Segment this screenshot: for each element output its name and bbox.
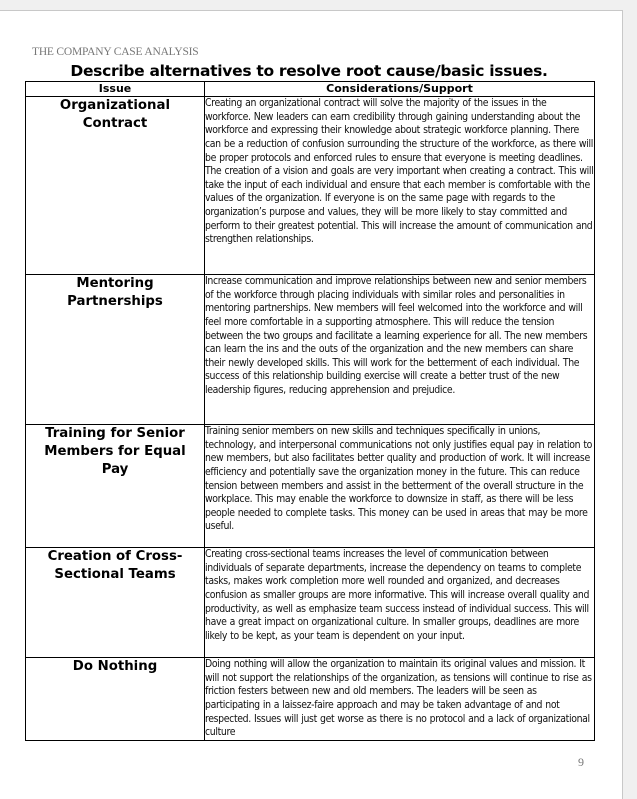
issue-label: Do Nothing <box>72 659 158 674</box>
table-row <box>26 658 595 741</box>
considerations-cell[interactable]: Training senior members on new skills and techniques specifically in unions, technology, and interpersonal communications not only justifies equal pay in relation to new members, but also facilitates better quality and production of work. It will increase efficiency and potentially save the organization money in the future. This can reduce tension between members and assist in the betterment of the overall structure in the workplace. This may enable the workforce to downsize in staff, as there will be less people needed to complete tasks. This money can be used in areas that may be more useful. <box>205 425 595 548</box>
considerations-cell[interactable]: Creating cross-sectional teams increases the level of communication between individuals of separate departments, increase the dependency on teams to complete tasks, makes work completion more well rounded and organized, and decreases confusion as smaller groups are more informative. This will increase overall quality and productivity, as well as emphasize team success instead of individual success. This will have a great impact on organizational culture. In smaller groups, deadlines are more likely to be kept, as your team is dependent on your input. <box>205 548 595 658</box>
considerations-cell[interactable]: Creating an organizational contract will solve the majority of the issues in the workforce. New leaders can earn credibility through gaining understanding about the workforce and expressing their knowledge about strategic workforce planning. There can be a reduction of confusion surrounding the structure of the workforce, as there will be proper protocols and enforced rules to ensure that everyone is meeting deadlines. The creation of a vision and goals are very important when creating a contract. This will take the input of each individual and ensure that each member is comfortable with the values of the organization. If everyone is on the same page with regards to the organization’s purpose and values, they will be more likely to stay committed and perform to their greatest potential. This will increase the amount of communication and strengthen relationships. <box>205 97 595 275</box>
issue-label: Creation of Cross-Sectional Teams <box>47 549 183 582</box>
issue-cell <box>26 97 205 275</box>
header-considerations: Considerations/Support <box>205 82 595 97</box>
issue-label: Training for Senior Members for Equal Pay <box>44 426 186 477</box>
table-row <box>26 97 595 275</box>
considerations-cell[interactable]: Doing nothing will allow the organization to maintain its original values and mission. It will not support the relationships of the organization, as tensions will continue to rise as friction festers between new and old members. The leaders will be seen as participating in a laissez-faire approach and may be taken advantage of and not respected. Issues will just get worse as there is no protocol and a lack of organizational culture <box>205 658 595 741</box>
issue-cell <box>26 658 205 741</box>
page-number: 9 <box>578 755 584 769</box>
issue-label: Organizational Contract <box>59 98 171 131</box>
table-row <box>26 275 595 425</box>
considerations-cell[interactable]: Increase communication and improve relationships between new and senior members of the workforce through placing individuals with similar roles and personalities in mentoring partnerships. New members will feel welcomed into the workforce and will feel more comfortable in a supporting atmosphere. This will reduce the tension between the two groups and facilitate a learning experience for all. The new members can learn the ins and the outs of the organization and the new members can share their newly developed skills. This will work for the betterment of each individual. The success of this relationship building exercise will create a better trust of the new leadership figures, reducing apprehension and prejudice. <box>205 275 595 425</box>
table-row <box>26 548 595 658</box>
issue-cell <box>26 548 205 658</box>
header-issue: Issue <box>26 82 205 97</box>
section-title: Describe alternatives to resolve root cause/basic issues. <box>70 62 548 80</box>
running-head: THE COMPANY CASE ANALYSIS <box>32 46 199 58</box>
document-page <box>0 10 623 799</box>
alternatives-table <box>25 81 595 741</box>
issue-cell <box>26 425 205 548</box>
issue-cell <box>26 275 205 425</box>
table-row <box>26 425 595 548</box>
issue-label: Mentoring Partnerships <box>67 276 163 309</box>
table-header-row <box>26 82 595 97</box>
